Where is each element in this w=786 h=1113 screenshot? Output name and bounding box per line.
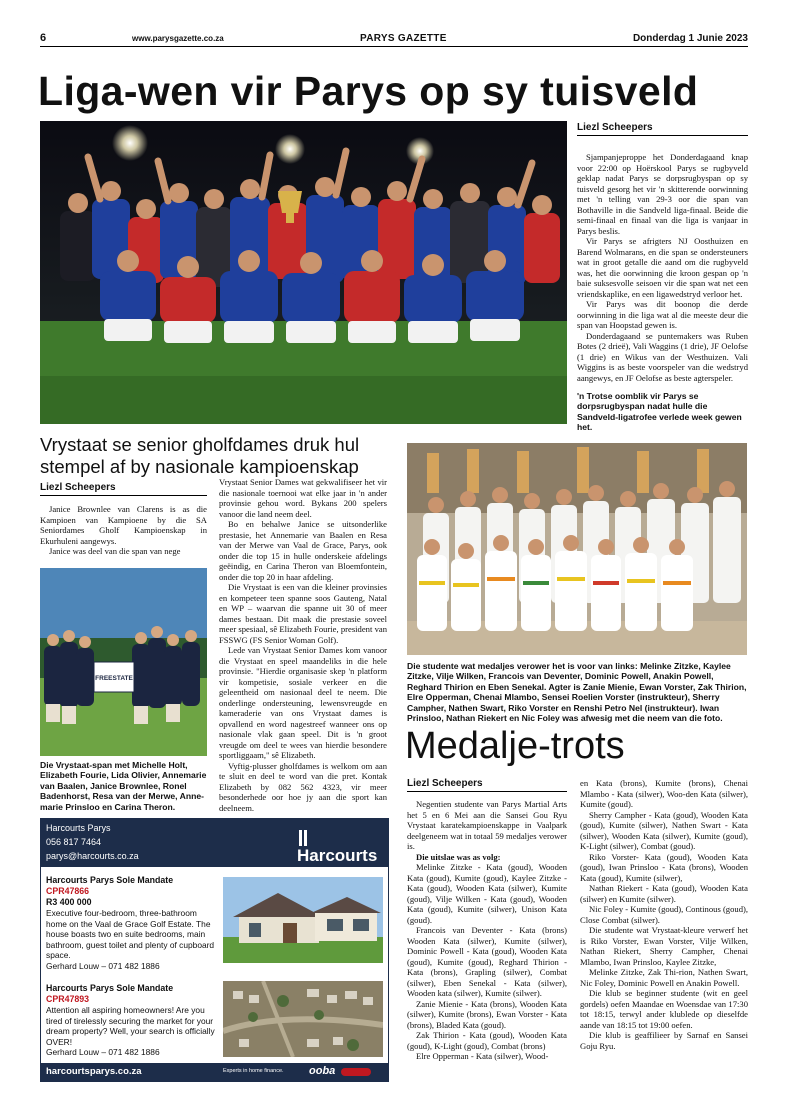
golf-paragraph: Die Vrystaat is een van die kleiner provinsies en kompeteer teen spanne soos Gauteng, Natal en WP – waarvan die spanne uit 30 of meer dames bestaan. Dit maak die prestasie soveel meer spesiaal, sê Elizabeth Fourie, president van FSSWG (FS Senior Woman Golf). — [219, 582, 387, 645]
karate-paragraph: Zanie Mienie - Kata (brons), Wooden Kata (silwer), Kumite (brons), Ewan Vorster - Kata (brons), Bladed Kata (goud). — [407, 998, 567, 1030]
listing-2-ref: CPR47893 — [46, 994, 90, 1004]
golf-paragraph: Bo en behalwe Janice se uitsonderlike prestasie, het Annemarie van Baalen en Resa van der Merwe van Vaal de Grace, Parys, ook onder die top 15 in hulle onderskeie afdelings geëindig, en Carina Theron van Bloemfontein, onder die top 20 in haar afdeling. — [219, 519, 387, 582]
ad-agency-name: Harcourts Parys — [46, 823, 111, 833]
karate-paragraph: Nic Foley - Kumite (goud), Continous (goud), Close Combat (silwer). — [580, 904, 748, 925]
lead-paragraph: Vir Parys was dit boonop die derde oorwinning in die liga wat al die meeste deur die span van Hoopstad gewen is. — [577, 299, 748, 330]
karate-paragraph: Negentien studente van Parys Martial Arts het 5 en 6 Mei aan die Sansei Gou Ryu Vrystaat karatekampioenskappe in Vaalpark deelgeneem wat in totaal 59 medaljes verower is. — [407, 799, 567, 851]
lead-paragraph: Donderdagaand se puntemakers was Ruben Botes (2 drieë), Vali Waggins (1 drie), JF Oelofse (1 drie) en Wikus van der Westhuizen. Vali Wiggins is as beste voorspeler van die wedstryd aangewys, en JF Oelofse as beste agterspeler. — [577, 330, 748, 383]
listing-2-agent: Gerhard Louw – 071 482 1886 — [46, 1047, 160, 1058]
harcourts-ad — [40, 818, 389, 1082]
golf-paragraph: Janice was deel van die span van nege — [49, 546, 181, 556]
ad-footer-url[interactable]: harcourtsparys.co.za — [46, 1066, 142, 1077]
karate-group-photo — [407, 443, 747, 655]
golf-byline: Liezl Scheepers — [40, 482, 207, 496]
listing-1[interactable] — [46, 875, 216, 972]
rugby-team-photo — [40, 121, 567, 424]
listing-2-title: Harcourts Parys Sole Mandate — [46, 983, 174, 993]
lead-photo-caption: 'n Trotse oomblik vir Parys se dorpsrugbyspan nadat hulle die Sandveld-ligatrofee verlede week gewen het. — [577, 391, 742, 433]
listing-2[interactable] — [46, 983, 218, 1058]
harcourts-logo-mark — [299, 830, 302, 846]
ad-email[interactable]: parys@harcourts.co.za — [46, 851, 139, 861]
golf-team-photo — [40, 568, 207, 756]
karate-paragraph: Sherry Campher - Kata (goud), Wooden Kata (goud), Kumite (silwer), Nathen Swart - Kata (silwer), Wooden Kata (silwer), Kumite (goud), K-Light (silwer), Combat (goud). — [580, 809, 748, 851]
karate-paragraph: Melinke Zitzke, Zak Thi-rion, Nathen Swart, Nic Foley, Dominic Powell en Anakin Powell. — [580, 967, 748, 988]
karate-byline: Liezl Scheepers — [407, 778, 567, 792]
page-header — [40, 31, 748, 47]
listing-1-ref: CPR47866 — [46, 886, 90, 896]
karate-paragraph: Die klub is geaffilieer by Sarnaf en Sansei Goju Ryu. — [580, 1030, 748, 1051]
lead-article-body — [577, 152, 748, 383]
paper-name: PARYS GAZETTE — [360, 33, 447, 44]
karate-photo-caption: Die studente wat medaljes verower het is voor van links: Melinke Zitzke, Kaylee Zitzke, Vilje Wilken, Francois van Deventer, Dominic Powell, Anakin Powell, Reghard Thirion en Eben Senekal. Agter is Zanie Mienie, Ewan Vorster, Zak Thirion, Elre Opperman, Chenai Mlambo, Sensei Roelien Vorster (instrukteur), Sherry Campher, Nathen Swart, Riko Vorster en Renshi Petro Nel (instrukteur). Iwan Prinsloo, Nathan Riekert en Nic Foley was afwesig met die neem van die foto. — [407, 661, 747, 724]
karate-results-heading: Die uitslae was as volg: — [416, 851, 501, 862]
karate-paragraph: Melinke Zitzke - Kata (goud), Wooden Kata (goud), Kumite (goud), Kaylee Zitzke - Kata (goud), Wooden Kata (silwer), Kumite (goud), Vilje Wilken - Kata (goud), Wooden Kata (goud), Kumite (silwer), Unison Kata (goud). — [407, 862, 567, 925]
karate-headline: Medalje-trots — [405, 725, 625, 767]
ad-phone: 056 817 7464 — [46, 837, 102, 847]
karate-paragraph: Die klub se beginner studente (wit en geel gordels) oefen Maandae en Woensdae van 17:30 tot 18:15, terwyl ander klublede op dieselfde aande van 18:15 tot 19:00 oefen. — [580, 988, 748, 1030]
golf-photo-caption: Die Vrystaat-span met Michelle Holt, Elizabeth Fourie, Lida Olivier, Annemarie van Baalen, Janice Brownlee, Ronel Badenhorst, Resa van der Merwe, Anne-marie Prinsloo en Carina Theron. — [40, 760, 207, 812]
golf-paragraph: Janice Brownlee van Clarens is as die Kampioen van Kampioene by die SA Seniordames Gholf Kampioenskap in Ekurhuleni aangewys. — [40, 504, 207, 546]
golf-headline: Vrystaat se senior gholfdames druk hul stempel af by nasionale kampioenskap — [40, 434, 360, 477]
ad-header — [41, 819, 388, 867]
ooba-logo: ooba — [309, 1065, 336, 1077]
lead-paragraph: Vir Parys se afrigters NJ Oosthuizen en Barend Wolmarans, en die span se ondersteuners wat in groot getalle die aand om die rugbyveld was, het die oorwinning die kroon gespan op 'n baie suksesvolle seisoen vir die span wat net een vriendskaplike, en een ligawedstryd verloor het. — [577, 236, 748, 299]
listing-1-house-photo — [223, 877, 383, 963]
golf-paragraph: Lede van Vrystaat Senior Dames kom vanoor die Vrystaat en speel maandeliks in die hele provinsie. "Hierdie organisasie skep 'n platform vir kompetisie, sosiale verkeer en die geleentheid om nasionaal deel te neem. Die onderlinge ondersteuning, lewensvreugde en kameraderie van ons Vrystaat dames is opvallend en word nagestreef wanneer ons op nasionale vlak gaan speel. Dit is 'n groot vreugde om deel te wees van hierdie besondere sportliggaam," sê Elizabeth. — [219, 645, 387, 760]
freestate-banner: FREESTATE — [95, 675, 133, 682]
karate-paragraph: en Kata (brons), Kumite (brons), Chenai Mlambo - Kata (silwer), Woo-den Kata (silwer), Kumite (goud). — [580, 778, 748, 809]
golf-article-col2 — [219, 477, 387, 813]
karate-paragraph: Die studente wat Vrystaat-kleure verwerf het is Riko Vorster, Ewan Vorster, Vilje Wilken, Nathan Riekert, Sherry Campher, Chenai Mlambo, Iwan Prinsloo, Kaylee Zitzke, — [580, 925, 748, 967]
karate-paragraph: Elre Opperman - Kata (silwer), Wood- — [416, 1051, 549, 1061]
website: www.parysgazette.co.za — [132, 34, 224, 43]
issue-date: Donderdag 1 Junie 2023 — [632, 33, 748, 44]
karate-paragraph: Riko Vorster- Kata (goud), Wooden Kata (goud), Iwan Prinsloo - Kata (brons), Wooden Kata (goud), Kumite (silwer), — [580, 851, 748, 883]
listing-1-price: R3 400 000 — [46, 897, 92, 907]
page-number: 6 — [40, 32, 47, 44]
ad-footer-tagline: Experts in home finance. — [223, 1068, 284, 1074]
harcourts-logo-mark — [304, 830, 307, 846]
karate-article-col2 — [580, 778, 748, 1051]
partner-badge-icon — [341, 1068, 371, 1076]
karate-article-col1 — [407, 799, 567, 1062]
listing-1-title: Harcourts Parys Sole Mandate — [46, 875, 174, 885]
golf-article-col1 — [40, 504, 207, 557]
listing-2-aerial-photo — [223, 981, 383, 1057]
harcourts-logo-text: Harcourts — [297, 846, 378, 865]
golf-paragraph: Vyftig-plusser gholfdames is welkom om aan te sluit en deel te word van die pret. Kontak Elizabeth by 082 562 4323, vir meer besonderhede oor hoe jy aan die sport kan deelneem. — [219, 760, 387, 813]
listing-1-agent: Gerhard Louw – 071 482 1886 — [46, 960, 160, 971]
karate-paragraph: Nathan Riekert - Kata (goud), Wooden Kata (silwer) en Kumite (silwer). — [580, 883, 748, 904]
karate-paragraph: Francois van Deventer - Kata (brons) Wooden Kata (silwer), Kumite (silwer), Dominic Powell - Kata (goud), Wooden Kata (goud), Kumite (goud), Reghard Thirion - Kata (brons), Grapling (silwer), Combat (silwer), Eben Senekal - Kata (silwer), Wooden kata (silwer), Kumite (silwer). — [407, 925, 567, 998]
lead-byline: Liezl Scheepers — [577, 122, 748, 136]
golf-paragraph: Vrystaat Senior Dames wat gekwalifiseer het vir die nasionale toernooi wat elke jaar in 'n ander provinsie gehou word. Bykans 200 spelers vanoor die land neem deel. — [219, 477, 387, 519]
listing-2-description: Attention all aspiring homeowners! Are you tired of tirelessly securing the market for your dream property? Well, your search is officially OVER! — [46, 1005, 215, 1047]
listing-1-description: Executive four-bedroom, three-bathroom home on the Vaal de Grace Golf Estate. The house boasts two en suite bedrooms, main bathroom, guest toilet and plenty of cupboard space. — [46, 908, 215, 961]
karate-paragraph: Zak Thirion - Kata (goud), Wooden Kata (goud), K-Light (goud), Combat (brons) — [407, 1030, 567, 1051]
ad-footer — [41, 1063, 388, 1081]
lead-paragraph: Sjampanjeproppe het Donderdagaand knap voor 22:00 op Hoërskool Parys se rugbyveld geklap nadat Parys se dorpsrugbyspan op sy tuisveld gesorg het vir 'n skitterende oorwinning met 'n telling van 29-3 oor die span van Bothaville in die Sandveld liga-finaal. Beide die semi-finaal en finaal van die liga is vanjaar in Parys beslis. — [577, 152, 748, 236]
lead-headline: Liga-wen vir Parys op sy tuisveld — [38, 68, 699, 114]
